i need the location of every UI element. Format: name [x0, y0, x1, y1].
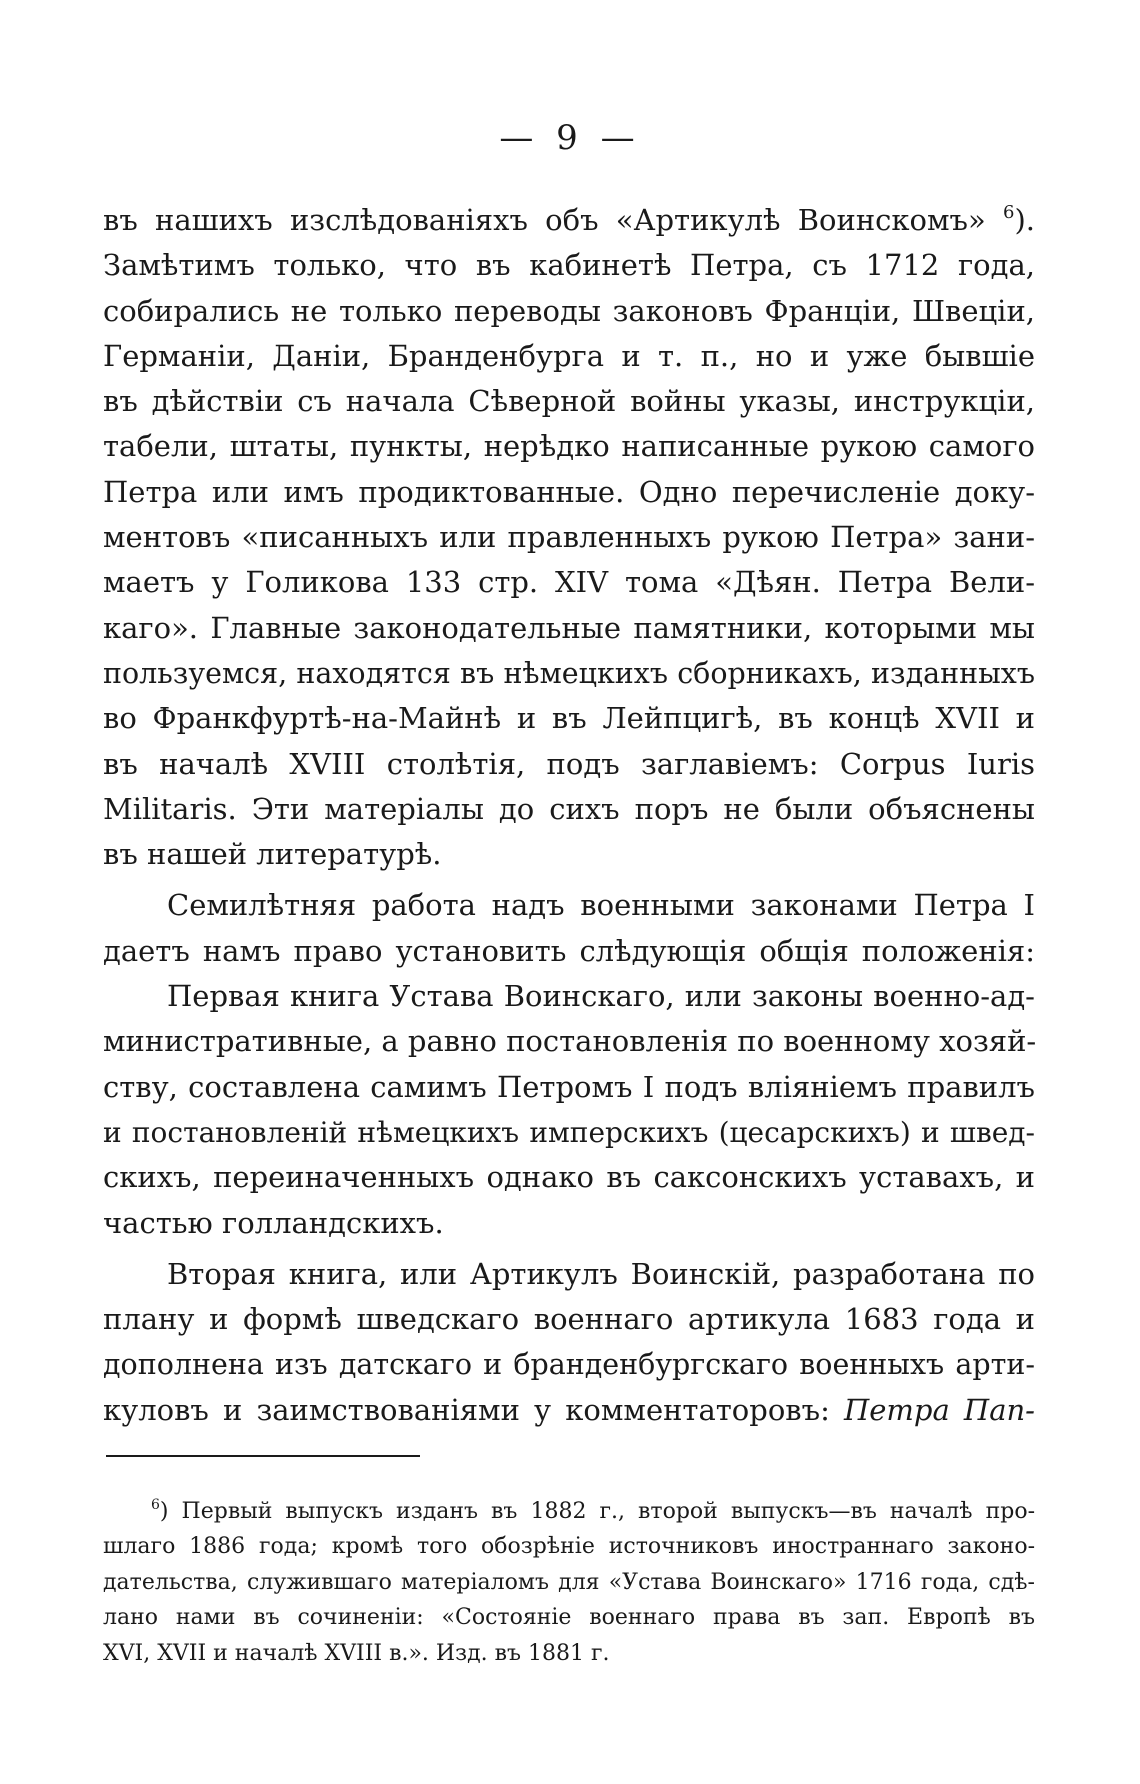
- text-line: даетъ намъ право установить слѣдующія общія положенія:: [103, 933, 1035, 968]
- paragraph-1: [103, 198, 1035, 877]
- text-line: Замѣтимъ только, что въ кабинетѣ Петра, съ 1712 года,: [103, 248, 1035, 283]
- text-line: въ нашихъ изслѣдованіяхъ объ «Артикулѣ Воинскомъ» $^6$).: [103, 202, 1035, 237]
- text-line: и постановленій нѣмецкихъ имперскихъ (цесарскихъ) и швед-: [103, 1115, 1035, 1149]
- text-line: ству, составлена самимъ Петромъ I подъ вліяніемъ правилъ: [103, 1069, 1035, 1104]
- text-line: собирались не только переводы законовъ Франціи, Швеціи,: [103, 293, 1035, 328]
- paragraph-2: [103, 883, 1035, 974]
- text-line: въ дѣйствіи съ начала Сѣверной войны указы, инструкціи,: [103, 384, 1035, 419]
- text-line: плану и формѣ шведскаго военнаго артикула 1683 года и: [103, 1302, 1035, 1337]
- text-line: Семилѣтняя работа надъ военными законами Петра I: [167, 888, 1035, 923]
- main-text: [103, 198, 1035, 1433]
- text-line: во Франкфуртѣ-на-Майнѣ и въ Лейпцигѣ, въ концѣ XVII и: [103, 701, 1035, 736]
- footnote-mark: 6: [151, 1497, 160, 1513]
- footnote-line: XVI, XVII и началѣ XVIII в.». Изд. въ 1881 г.: [103, 1640, 610, 1666]
- footnote-line: лано нами въ сочиненіи: «Состояніе военнаго права въ зап. Европѣ въ: [103, 1605, 1035, 1631]
- text-line: въ нашей литературѣ.: [103, 837, 442, 872]
- text-line: частью голландскихъ.: [103, 1205, 444, 1240]
- text-line: министративные, а равно постановленія по военному хозяй-: [103, 1024, 1037, 1059]
- footnote-separator: [106, 1455, 420, 1457]
- paragraph-4: [103, 1252, 1035, 1433]
- italic-name: Петра Пап-: [843, 1392, 1035, 1427]
- footnote-line: шлаго 1886 года; кромѣ того обозрѣніе источниковъ иностраннаго законо-: [103, 1534, 1035, 1560]
- footnote-line: $^6$) Первый выпускъ изданъ въ 1882 г., второй выпускъ—въ началѣ про-: [151, 1497, 1035, 1524]
- text-line: Вторая книга, или Артикулъ Воинскій, разработана по: [167, 1256, 1035, 1291]
- paragraph-3: [103, 974, 1035, 1246]
- text-line: каго». Главные законодательные памятники, которыми мы: [103, 610, 1035, 645]
- text-line: пользуемся, находятся въ нѣмецкихъ сборникахъ, изданныхъ: [103, 656, 1035, 690]
- text-line: Militaris. Эти матеріалы до сихъ поръ не были объяснены: [103, 791, 1035, 826]
- text-line: Петра или имъ продиктованные. Одно перечисленіе доку-: [103, 474, 1035, 509]
- text-line: Первая книга Устава Воинскаго, или законы военно-ад-: [167, 979, 1035, 1014]
- text-line: дополнена изъ датскаго и бранденбургскаго военныхъ арти-: [103, 1348, 1035, 1382]
- page-number: — 9 —: [499, 118, 641, 158]
- text-line: ментовъ «писанныхъ или правленныхъ рукою Петра» зани-: [103, 520, 1035, 555]
- text-line: скихъ, переиначенныхъ однако въ саксонскихъ уставахъ, и: [103, 1160, 1035, 1195]
- text-line: табели, штаты, пункты, нерѣдко написанные рукою самого: [103, 429, 1035, 464]
- footnote-line: дательства, служившаго матеріаломъ для «Устава Воинскаго» 1716 года, сдѣ-: [103, 1569, 1035, 1595]
- text-line: маетъ у Голикова 133 стр. XIV тома «Дѣян. Петра Вели-: [103, 565, 1035, 600]
- text-line: Германіи, Даніи, Бранденбурга и т. п., но и уже бывшіе: [103, 338, 1035, 373]
- footnote-reference[interactable]: 6: [1003, 202, 1015, 223]
- text-line: въ началѣ XVIII столѣтія, подъ заглавіемъ: Corpus Iuris: [103, 746, 1035, 781]
- footnotes: [103, 1494, 1035, 1671]
- text-line: куловъ и заимствованіями у комментаторовъ: Петра Пап-: [103, 1392, 1035, 1427]
